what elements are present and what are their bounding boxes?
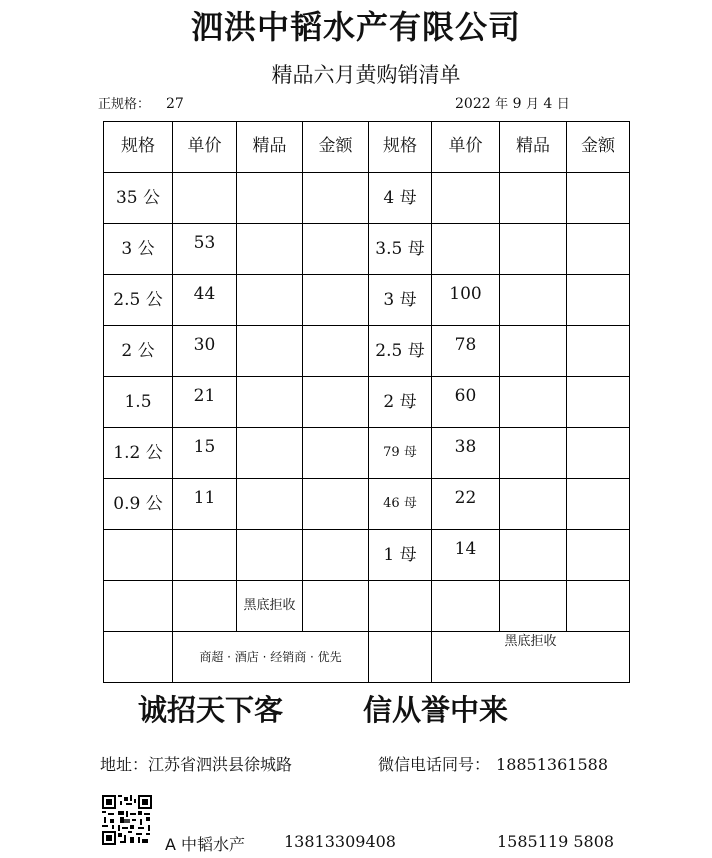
phone-number-1: 13813309408 [284,832,396,851]
price-left-cell [173,173,237,224]
header-spec-left: 规格 [104,122,173,173]
table-row [104,428,630,479]
header-amount-left: 金额 [303,122,369,173]
amount-right-cell [567,326,630,377]
spec-left-cell [104,530,173,581]
price-left-cell: 44 [173,275,237,326]
amount-left-cell [303,530,369,581]
spec-right-cell: 2.5 母 [369,326,432,377]
black-bottom-reject-note: 黑底拒收 [237,581,303,632]
price-table [103,121,630,683]
header-premium-right: 精品 [500,122,567,173]
header-price-left: 单价 [173,122,237,173]
premium-left-cell [237,224,303,275]
spec-label: 正规格： [98,97,151,112]
spec-right-cell: 79 母 [369,428,432,479]
header-amount-right: 金额 [567,122,630,173]
price-right-cell [432,224,500,275]
premium-right-cell [500,428,567,479]
table-row [104,530,630,581]
spec-left-cell: 1.5 [104,377,173,428]
premium-right-cell [500,173,567,224]
table-row [104,275,630,326]
premium-left-cell [237,479,303,530]
slogan-left: 诚招天下客 [138,693,284,727]
table-row [104,581,630,632]
spec-left-cell: 2.5 公 [104,275,173,326]
address: 地址：江苏省泗洪县徐城路 [100,755,293,774]
amount-right-cell [567,377,630,428]
price-left-cell: 21 [173,377,237,428]
empty-cell [173,581,237,632]
spec-left-cell: 2 公 [104,326,173,377]
amount-left-cell [303,479,369,530]
price-left-cell: 53 [173,224,237,275]
spec-left-cell: 35 公 [104,173,173,224]
spec-left-cell: 0.9 公 [104,479,173,530]
price-right-cell: 14 [432,530,500,581]
spec-value: 27 [166,96,184,112]
amount-left-cell [303,173,369,224]
premium-right-cell [500,224,567,275]
document-title: 精品六月黄购销清单 [271,63,461,87]
date-day-unit: 日 [556,97,570,112]
spec-left-cell: 1.2 公 [104,428,173,479]
empty-cell [369,581,432,632]
date-year: 2022 [455,96,491,112]
slogan-right: 信从誉中来 [363,693,509,727]
premium-left-cell [237,326,303,377]
empty-cell [567,581,630,632]
price-left-cell: 30 [173,326,237,377]
date-line [455,93,570,112]
empty-cell [104,581,173,632]
spec-right-cell: 46 母 [369,479,432,530]
price-left-cell: 11 [173,479,237,530]
spec-right-cell: 3 母 [369,275,432,326]
table-row [104,326,630,377]
table-header-row [104,122,630,173]
premium-left-cell [237,530,303,581]
premium-left-cell [237,173,303,224]
amount-right-cell [567,428,630,479]
price-right-cell: 38 [432,428,500,479]
amount-right-cell [567,224,630,275]
premium-right-cell [500,479,567,530]
premium-left-cell [237,377,303,428]
empty-cell [500,581,567,632]
spec-line [98,93,184,112]
amount-left-cell [303,326,369,377]
wechat-phone [378,752,608,775]
amount-right-cell [567,275,630,326]
spec-right-cell: 4 母 [369,173,432,224]
price-left-cell [173,530,237,581]
phone-number-2: 1585119 5808 [497,832,615,851]
header-spec-right: 规格 [369,122,432,173]
spec-left-cell: 3 公 [104,224,173,275]
amount-left-cell [303,275,369,326]
table-row [104,173,630,224]
table-row [104,377,630,428]
amount-right-cell [567,530,630,581]
header-price-right: 单价 [432,122,500,173]
empty-cell [303,581,369,632]
premium-right-cell [500,275,567,326]
empty-cell [104,632,173,683]
date-day: 4 [543,96,553,112]
wechat-number: 18851361588 [496,755,608,774]
wechat-label: 微信电话同号： [378,755,491,774]
price-right-cell: 100 [432,275,500,326]
qr-code-icon [102,795,152,845]
amount-right-cell [567,479,630,530]
amount-left-cell [303,224,369,275]
table-row [104,224,630,275]
premium-right-cell [500,530,567,581]
spec-right-cell: 1 母 [369,530,432,581]
empty-cell [369,632,432,683]
price-right-cell: 78 [432,326,500,377]
amount-left-cell [303,377,369,428]
premium-left-cell [237,428,303,479]
price-left-cell: 15 [173,428,237,479]
amount-left-cell [303,428,369,479]
spec-right-cell: 3.5 母 [369,224,432,275]
company-name: 泗洪中韬水产有限公司 [190,8,521,46]
contact-name: A 中韬水产 [165,835,246,854]
black-bottom-reject-note-right: 黑底拒收 [432,632,630,683]
spec-right-cell: 2 母 [369,377,432,428]
table-row [104,632,630,683]
premium-right-cell [500,377,567,428]
price-right-cell: 60 [432,377,500,428]
premium-right-cell [500,326,567,377]
premium-left-cell [237,275,303,326]
price-right-cell: 22 [432,479,500,530]
amount-right-cell [567,173,630,224]
date-month: 9 [512,96,522,112]
date-month-unit: 月 [525,97,539,112]
price-right-cell [432,173,500,224]
table-row [104,479,630,530]
header-premium-left: 精品 [237,122,303,173]
empty-cell [432,581,500,632]
customer-priority-note: 商超 · 酒店 · 经销商 · 优先 [173,632,369,683]
date-year-unit: 年 [495,97,509,112]
